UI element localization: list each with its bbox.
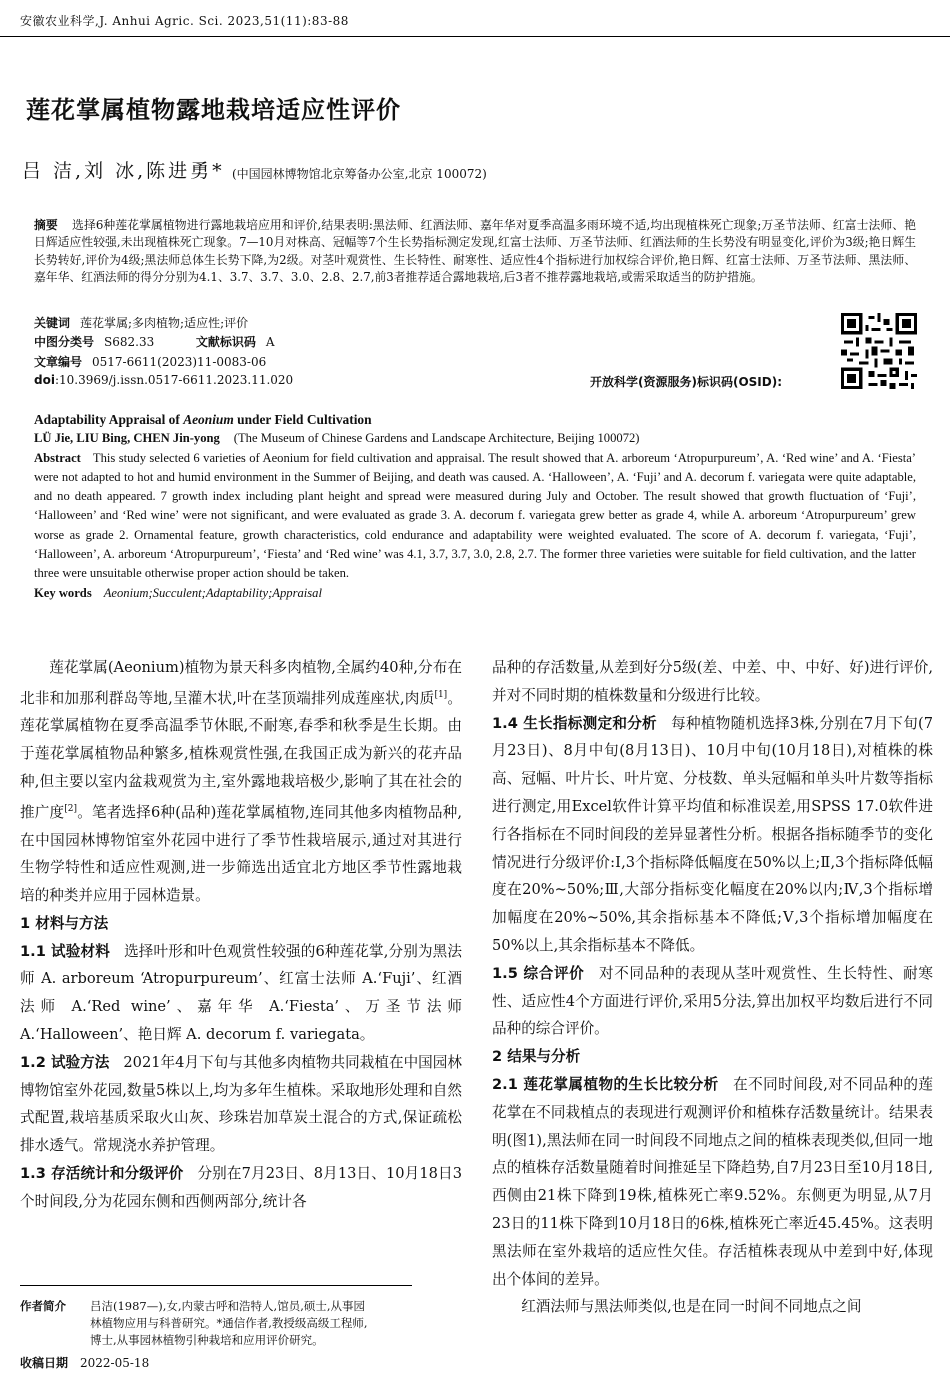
author-bio-footnote: 作者简介 吕洁(1987—),女,内蒙古呼和浩特人,馆员,硕士,从事园 林植物应用与科普研究。*通信作者,教授级高级工程师, 博士,从事园林植物引种栽培和应用评价研究。 [20,1299,368,1347]
section-1-1: 1.1 试验材料 选择叶形和叶色观赏性较强的6种莲花掌,分别为黑法师 A. arboreum ‘Atropurpureum’、红富士法师 A.‘Fuji’、红酒法师 A.‘Red wine’、嘉年华 A.‘Fiesta’、万圣节法师 A.‘Halloween’、艳日辉 A. decorum f. variegata。 [20,942,462,1044]
footnote-rule [20,1285,412,1286]
doi-link[interactable]: :10.3969/j.issn.0517-6611.2023.11.020 [54,373,294,387]
affiliation: (中国园林博物馆北京筹备办公室,北京 100072) [232,167,487,181]
last-paragraph: 红酒法师与黑法师类似,也是在同一时间不同地点之间 [521,1298,862,1316]
section-1-3: 1.3 存活统计和分级评价 分别在7月23日、8月13日、10月18日3个时间段,分为花园东侧和西侧两部分,统计各 [20,1165,463,1210]
section-1-5: 1.5 综合评价 对不同品种的表现从茎叶观赏性、生长特性、耐寒性、适应性4个方面进行评价,采用5分法,算出加权平均数后进行不同品种的综合评价。 [492,964,933,1038]
english-abstract: Abstract This study selected 6 varieties of Aeonium for field cultivation and appraisal. The result showed that A. arboreum ‘Atropurpureum’, A. ‘Red wine’ and A. ‘Fiesta’ were not adapted to hot and humid environment in the Summer of Beijing, and death was caused. A. ‘Halloween’, A. ‘Fuji’ and A. decorum f. variegata were quite adaptable, and no death appeared. 7 growth index including plant height and spread were measured during July and October. The result showed that growth fluctuation of ‘Fuji’, ‘Halloween’ and ‘Red wine’ were not significant, and were evaluated as grade 3. A. decorum f. variegata grew better as grade 4, while A. arboreum ‘Atropurpureum’ grew worse as grade 2. Ornamental feature, growth characteristics, cold endurance and adaptability were weighted evaluated. The score of A. decorum f. variegata, ‘Fuji’, ‘Halloween’, A. arboreum ‘Atropurpureum’, ‘Fiesta’ and ‘Red wine’ was 4.1, 3.7, 3.7, 3.0, 2.8, 2.7. The former three varieties were suitable for field cultivation, and the latter three were unsuitable otherwise proper action should be taken. [34,450,916,581]
english-keywords: Aeonium;Succulent;Adaptability;Appraisal [103,585,322,600]
citation-2[interactable]: [2] [64,803,78,814]
section-1-3-continued: 品种的存活数量,从差到好分5级(差、中差、中、中好、好)进行评价,并对不同时期的植株数量和分级进行比较。 [492,659,933,704]
abstract-label: 摘要 [34,218,58,232]
english-title: Adaptability Appraisal of Aeonium under Field Cultivation [34,412,372,427]
section-heading-1: 1 材料与方法 [20,914,109,932]
english-authors-line [34,429,916,448]
received-date-row: 收稿日期 2022-05-18 [20,1356,150,1370]
english-authors: LÜ Jie, LIU Bing, CHEN Jin-yong [34,431,220,446]
clc-row: 中图分类号 S682.33 文献标识码 A [34,335,275,349]
osid-qr-code[interactable] [840,313,918,389]
keywords-row: 关键词 莲花掌属;多肉植物;适应性;评价 [34,316,249,330]
section-1-4: 1.4 生长指标测定和分析 每种植物随机选择3株,分别在7月下旬(7月23日)、8月中旬(8月13日)、10月中旬(10月18日),对植株的株高、冠幅、叶片长、叶片宽、分枝数、单头冠幅和单头叶片数等指标进行测定,用Excel软件计算平均值和标准误差,用SPSS 17.0软件进行各指标在不同时间段的差异显著性分析。根据各指标随季节的变化情况进行分级评价:Ⅰ,3个指标降低幅度在50%以上;Ⅱ,3个指标降低幅度在20%~50%;Ⅲ,大部分指标变化幅度在20%以内;Ⅳ,3个指标增加幅度在20%~50%,其余指标基本不降低;Ⅴ,3个指标增加幅度在50%以上,其余指标基本不降低。 [492,714,933,954]
intro-paragraph: 莲花掌属(Aeonium)植物为景天科多肉植物,全属约40种,分布在北非和加那利群岛等地,呈灌木状,叶在茎顶端排列成莲座状,肉质[1]。莲花掌属植物在夏季高温季节休眠,不耐寒,春季和秋季是生长期。由于莲花掌属植物品种繁多,植株观赏性强,在我国正成为新兴的花卉品种,但主要以室内盆栽观赏为主,室外露地栽培极少,影响了其在社会的推广度[2]。笔者选择6种(品种)莲花掌属植物,连同其他多肉植物品种,在中国园林博物馆室外花园中进行了季节性栽培展示,通过对其进行生物学特性和适应性观测,进一步筛选出适宜北方地区季节性露地栽培的种类并应用于园林造景。 [20,659,462,905]
body-left-column [20,654,462,1216]
clc-number: S682.33 [104,335,155,349]
english-abstract-block [34,410,916,603]
header-rule [0,36,950,37]
authors: 吕 洁,刘 冰,陈进勇* [22,160,225,182]
english-affiliation: (The Museum of Chinese Gardens and Landscape Architecture, Beijing 100072) [233,431,640,446]
chinese-abstract [34,217,916,286]
article-number-row: 文章编号 0517-6611(2023)11-0083-06 [34,355,267,369]
english-abstract-text: This study selected 6 varieties of Aeonium for field cultivation and appraisal. The result showed that A. arboreum ‘Atropurpureum’, A. ‘Red wine’ and A. ‘Fiesta’ were not adapted to hot and humid environment in the Summer of Beijing, and death was caused. A. ‘Halloween’, A. ‘Fuji’ and A. decorum f. variegata were quite adaptable, and no death appeared. 7 growth index including plant height and spread were measured during July and October. The result showed that growth fluctuation of ‘Fuji’, ‘Halloween’ and ‘Red wine’ were not significant, and were evaluated as grade 3. A. decorum f. variegata grew better as grade 4, while A. arboreum ‘Atropurpureum’ grew worse as grade 2. Ornamental feature, growth characteristics, cold endurance and adaptability were weighted evaluated. The score of A. decorum f. variegata, ‘Fuji’, ‘Halloween’, A. arboreum ‘Atropurpureum’, ‘Fiesta’ and ‘Red wine’ was 4.1, 3.7, 3.7, 3.0, 2.8, 2.7. The former three varieties were suitable for field cultivation, and the latter three were unsuitable otherwise proper action should be taken. [34,450,916,581]
doi-row: doi:10.3969/j.issn.0517-6611.2023.11.020 [34,373,294,387]
document-code: A [265,335,275,349]
english-keywords-row: Key words Aeonium;Succulent;Adaptability;Appraisal [34,585,322,600]
section-heading-2: 2 结果与分析 [492,1048,581,1066]
osid-label: 开放科学(资源服务)标识码(OSID): [590,375,783,389]
paper-title: 莲花掌属植物露地栽培适应性评价 [26,96,401,124]
section-2-1: 2.1 莲花掌属植物的生长比较分析 在不同时间段,对不同品种的莲花掌在不同栽植点的表现进行观测评价和植株存活数量统计。结果表明(图1),黑法师在同一时间段不同地点之间的植株表现类似,但同一地点的植株存活数量随着时间推延呈下降趋势,自7月23日至10月18日,西侧由21株下降到19株,植株死亡率9.52%。东侧更为明显,从7月23日的11株下降到10月18日的6株,植株死亡率近45.45%。这表明黑法师在室外栽培的适应性欠佳。存活植株表现从中差到中好,体现出个体间的差异。 [492,1075,934,1288]
section-1-2: 1.2 试验方法 2021年4月下旬与其他多肉植物共同栽植在中国园林博物馆室外花园,数量5株以上,均为多年生植株。采取地形处理和自然式配置,栽培基质采取火山灰、珍珠岩加草炭土混合的方式,保证疏松排水透气。常规浇水养护管理。 [20,1053,462,1155]
keywords: 莲花掌属;多肉植物;适应性;评价 [80,316,249,330]
citation-1[interactable]: [1] [434,689,448,700]
article-number: 0517-6611(2023)11-0083-06 [92,355,267,369]
abstract-text: 选择6种莲花掌属植物进行露地栽培应用和评价,结果表明:黑法师、红酒法师、嘉年华对夏季高温多雨环境不适,均出现植株死亡现象;万圣节法师、红富士法师、艳日辉适应性较强,未出现植株死亡现象。7—10月对株高、冠幅等7个生长势指标测定发现,红富士法师、万圣节法师、红酒法师的生长势没有明显变化,评价为3级;艳日辉生长势转好,评价为4级;黑法师总体生长势下降,为2级。对茎叶观赏性、生长特性、耐寒性、适应性4个指标进行加权综合评价,艳日辉、红富士法师、万圣节法师、黑法师、嘉年华、红酒法师的得分分别为4.1、3.7、3.7、3.0、2.8、2.7,前3者推荐适合露地栽培,后3者不推荐露地栽培,或需采取适当的防护措施。 [34,218,916,284]
journal-header: 安徽农业科学,J. Anhui Agric. Sci. 2023,51(11):83-88 [20,14,349,28]
body-right-column [492,654,933,1321]
received-date: 2022-05-18 [80,1356,150,1370]
bio-label: 作者简介 [20,1299,66,1313]
